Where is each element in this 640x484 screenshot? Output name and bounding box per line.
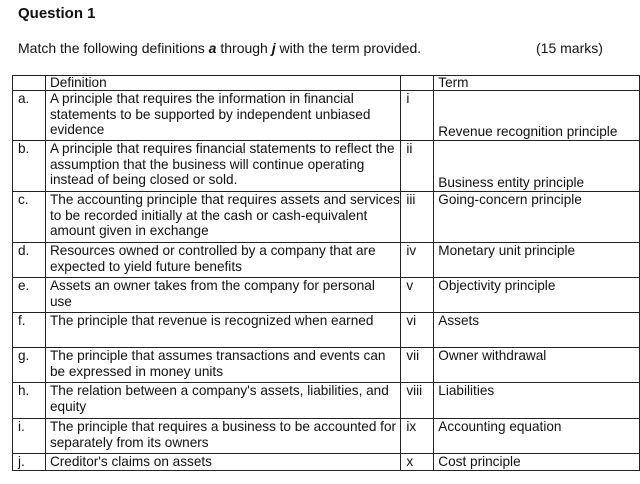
row-definition: Assets an owner takes from the company for personal use: [45, 278, 400, 313]
row-roman: vi: [401, 313, 434, 348]
row-roman: iv: [401, 243, 434, 278]
header-roman-cell: [401, 76, 434, 91]
table-row: [13, 348, 640, 383]
row-definition: Creditor's claims on assets: [45, 454, 400, 471]
instruction-letter-j: j: [271, 40, 276, 56]
row-roman: vii: [401, 348, 434, 383]
row-term: Business entity principle: [434, 141, 640, 192]
marks-label: (15 marks): [536, 40, 603, 56]
instruction-letter-a: a: [208, 40, 217, 56]
row-term: Objectivity principle: [434, 278, 640, 313]
header-definition: Definition: [45, 76, 400, 91]
row-term: Going-concern principle: [434, 192, 640, 243]
instruction-text-2: through: [216, 40, 272, 56]
row-definition: A principle that requires the information in financial statements to be supported by independent unbiased evidence: [45, 91, 400, 141]
row-definition: The accounting principle that requires assets and services to be recorded initially at the cash or cash-equivalent amount given in exchange: [45, 192, 400, 243]
table-row: [13, 141, 640, 192]
row-term: Assets: [434, 313, 640, 348]
row-letter: d.: [13, 243, 46, 278]
matching-table: [12, 75, 640, 471]
row-roman: iii: [401, 192, 434, 243]
instruction-text-3: with the term provided.: [275, 40, 422, 56]
row-term: Owner withdrawal: [434, 348, 640, 383]
row-letter: j.: [13, 454, 46, 471]
table-row: [13, 454, 640, 471]
row-definition: The principle that assumes transactions and events can be expressed in money units: [45, 348, 400, 383]
instruction-text-1: Match the following definitions: [18, 40, 209, 56]
row-letter: c.: [13, 192, 46, 243]
row-letter: g.: [13, 348, 46, 383]
row-roman: viii: [401, 383, 434, 419]
row-definition: The principle that requires a business to be accounted for separately from its owners: [45, 419, 400, 454]
row-roman: i: [401, 91, 434, 141]
row-letter: a.: [13, 91, 46, 141]
row-letter: h.: [13, 383, 46, 419]
row-letter: i.: [13, 419, 46, 454]
row-roman: ii: [401, 141, 434, 192]
row-term: Cost principle: [434, 454, 640, 471]
header-term: Term: [434, 76, 640, 91]
row-term: Liabilities: [434, 383, 640, 419]
table-row: [13, 243, 640, 278]
row-definition: Resources owned or controlled by a company that are expected to yield future benefits: [45, 243, 400, 278]
row-letter: f.: [13, 313, 46, 348]
row-roman: v: [401, 278, 434, 313]
question-title: Question 1: [18, 5, 96, 22]
row-roman: ix: [401, 419, 434, 454]
table-row: [13, 383, 640, 419]
row-letter: e.: [13, 278, 46, 313]
row-definition: The principle that revenue is recognized when earned: [45, 313, 400, 348]
instructions: [18, 40, 628, 56]
row-term: Accounting equation: [434, 419, 640, 454]
table-row: [13, 419, 640, 454]
row-term: Monetary unit principle: [434, 243, 640, 278]
table-header-row: [13, 76, 640, 91]
row-definition: The relation between a company's assets, liabilities, and equity: [45, 383, 400, 419]
row-letter: b.: [13, 141, 46, 192]
table-row: [13, 313, 640, 348]
row-roman: x: [401, 454, 434, 471]
row-term: Revenue recognition principle: [434, 91, 640, 141]
row-definition: A principle that requires financial statements to reflect the assumption that the business will continue operating instead of being closed or sold.: [45, 141, 400, 192]
table-row: [13, 278, 640, 313]
table-row: [13, 192, 640, 243]
table-row: [13, 91, 640, 141]
header-letter-cell: [13, 76, 46, 91]
